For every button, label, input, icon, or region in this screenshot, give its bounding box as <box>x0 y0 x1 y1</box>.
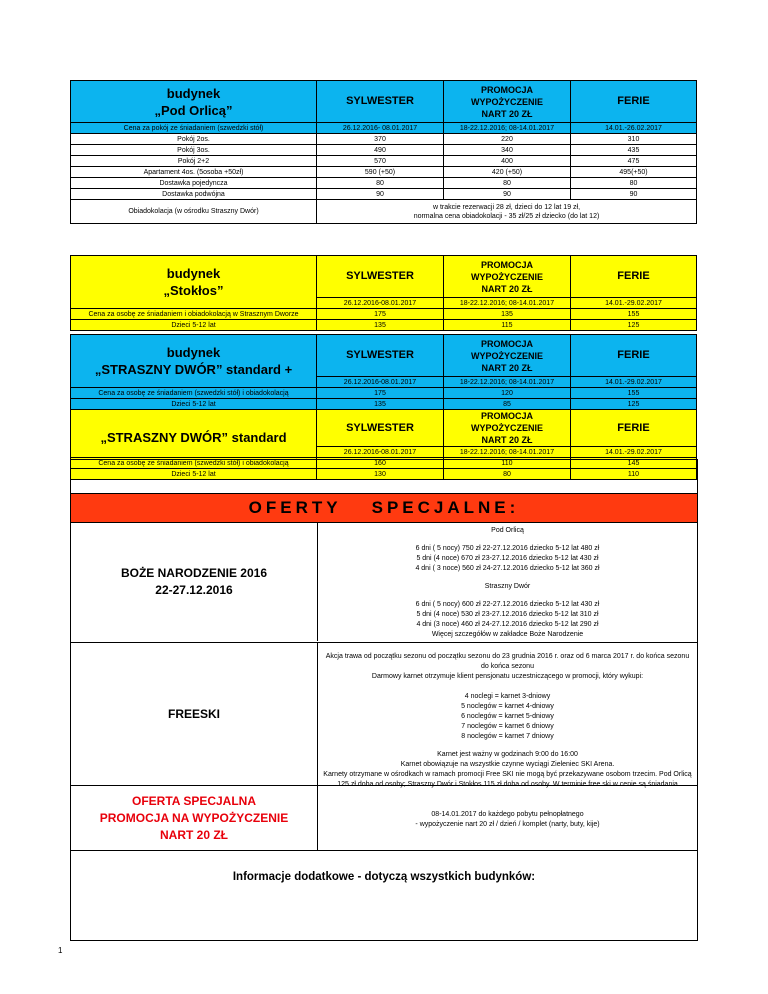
price-ferie: 125 <box>571 399 697 410</box>
offer-line: 7 noclegów = karnet 6 dniowy <box>461 723 554 730</box>
price-sylwester: 90 <box>317 189 444 200</box>
additional-info-heading: Informacje dodatkowe - dotyczą wszystkich budynków: <box>232 871 536 883</box>
building-name: budynek „Pod Orlicą” <box>71 81 317 123</box>
price-promocja: 340 <box>444 145 571 156</box>
offer-line: Karnet jest ważny w godzinach 9:00 do 16:00 <box>437 751 578 758</box>
date-ferie: 14.01.-26.02.2017 <box>571 123 697 134</box>
price-ferie: 435 <box>571 145 697 156</box>
offer-line: 08-14.01.2017 do każdego pobytu pełnopłatnego <box>431 811 584 818</box>
header-promocja: PROMOCJA WYPOŻYCZENIE NART 20 ZŁ <box>444 410 571 447</box>
pod-orlica-price-table <box>70 80 697 224</box>
header-ferie: FERIE <box>571 256 697 298</box>
row-label: Pokój 3os. <box>71 145 317 156</box>
price-ferie: 155 <box>571 309 697 320</box>
row-label: Cena za osobę ze śniadaniem (szwedzki stół) i obiadokolacją <box>71 388 317 399</box>
price-ferie: 495(+50) <box>571 167 697 178</box>
table-row <box>71 156 697 167</box>
price-promocja: 135 <box>444 309 571 320</box>
table-row <box>71 399 697 410</box>
header-promocja: PROMOCJA WYPOŻYCZENIE NART 20 ZŁ <box>444 256 571 298</box>
christmas-offer-details <box>318 522 697 641</box>
price-ferie: 475 <box>571 156 697 167</box>
price-promocja: 120 <box>444 388 571 399</box>
building-name: budynek „Stokłos” <box>71 256 317 309</box>
additional-info-row <box>71 850 697 941</box>
freeski-offer-row <box>71 642 697 788</box>
obiadokolacja-info: w trakcie rezerwacji 28 zł, dzieci do 12 lat 19 zł, normalna cena obiadokolacji - 35 zł/25 zł dziecko (do lat 12) <box>317 200 697 224</box>
row-label: Obiadokolacja (w ośrodku Straszny Dwór) <box>71 200 317 224</box>
row-label: Dostawka podwójna <box>71 189 317 200</box>
stoklos-price-table <box>70 255 697 331</box>
offer-line: 125 zł doba od osoby; Straszny Dwór i Stokłos 115 zł doba od osoby. W terminie free ski w cenie są śniadania <box>337 781 678 788</box>
row-label: Pokój 2os. <box>71 134 317 145</box>
offer-line: Pod Orlicą <box>491 527 524 534</box>
price-ferie: 90 <box>571 189 697 200</box>
header-promocja: PROMOCJA WYPOŻYCZENIE NART 20 ZŁ <box>444 81 571 123</box>
table-row <box>71 320 697 331</box>
table-row <box>71 388 697 399</box>
offer-line: Akcja trawa od początku sezonu od początku sezonu do 23 grudnia 2016 r. oraz od 6 marca 2017 r. do końca sezonu <box>325 653 690 660</box>
price-ferie: 145 <box>571 458 697 469</box>
offer-line: 6 dni ( 5 nocy) 600 zł 22-27.12.2016 dziecko 5-12 lat 430 zł <box>415 601 600 608</box>
christmas-offer-title: BOŻE NARODZENIE 2016 22-27.12.2016 <box>71 522 318 641</box>
date-sylwester: 26.12.2016-08.01.2017 <box>317 447 444 458</box>
freeski-offer-details <box>318 643 697 788</box>
price-promocja: 110 <box>444 458 571 469</box>
header-ferie: FERIE <box>571 410 697 447</box>
table-row <box>71 134 697 145</box>
row-label: Dostawka pojedyncza <box>71 178 317 189</box>
row-label: Cena za osobę ze śniadaniem i obiadokolacją w Strasznym Dworze <box>71 309 317 320</box>
date-sylwester: 26.12.2016-08.01.2017 <box>317 377 444 388</box>
offer-line: - wypożyczenie nart 20 zł / dzień / komplet (narty, buty, kije) <box>415 821 600 828</box>
price-promocja: 90 <box>444 189 571 200</box>
offer-line: 8 noclegów = karnet 7 dniowy <box>461 733 554 740</box>
table-row <box>71 200 697 224</box>
price-promocja: 80 <box>444 469 571 480</box>
price-sylwester: 135 <box>317 320 444 331</box>
price-sylwester: 175 <box>317 388 444 399</box>
date-ferie: 14.01.-29.02.2017 <box>571 377 697 388</box>
offer-line: 5 noclegów = karnet 4-dniowy <box>461 703 554 710</box>
ski-rental-offer-details <box>318 786 697 850</box>
date-promocja: 18-22.12.2016; 08-14.01.2017 <box>444 123 571 134</box>
price-sylwester: 130 <box>317 469 444 480</box>
offer-line: 4 dni ( 3 noce) 560 zł 24-27.12.2016 dziecko 5-12 lat 360 zł <box>415 565 600 572</box>
price-ferie: 125 <box>571 320 697 331</box>
price-sylwester: 370 <box>317 134 444 145</box>
offer-line: Karnety otrzymane w ośrodkach w ramach promocji Free SKI nie mogą być przekazywane osobom trzecim. Pod Orlicą <box>323 771 692 778</box>
offer-line: 4 dni (3 noce) 460 zł 24-27.12.2016 dziecko 5-12 lat 290 zł <box>416 621 599 628</box>
price-promocja: 420 (+50) <box>444 167 571 178</box>
row-label: Dzieci 5-12 lat <box>71 399 317 410</box>
table-row <box>71 167 697 178</box>
freeski-offer-title: FREESKI <box>71 643 318 785</box>
offer-line: do końca sezonu <box>481 663 534 670</box>
price-sylwester: 490 <box>317 145 444 156</box>
price-ferie: 80 <box>571 178 697 189</box>
date-promocja: 18-22.12.2016; 08-14.01.2017 <box>444 447 571 458</box>
price-sylwester: 570 <box>317 156 444 167</box>
price-ferie: 110 <box>571 469 697 480</box>
offer-line: 5 dni (4 noce) 670 zł 23-27.12.2016 dziecko 5-12 lat 430 zł <box>416 555 599 562</box>
page-number: 1 <box>58 946 63 955</box>
price-promocja: 220 <box>444 134 571 145</box>
price-promocja: 85 <box>444 399 571 410</box>
special-offers-section <box>70 459 698 941</box>
header-ferie: FERIE <box>571 81 697 123</box>
price-sylwester: 160 <box>317 458 444 469</box>
straszny-dwor-standard-plus-table <box>70 334 697 410</box>
date-sylwester: 26.12.2016- 08.01.2017 <box>317 123 444 134</box>
offer-line: 5 dni (4 noce) 530 zł 23-27.12.2016 dziecko 5-12 lat 310 zł <box>416 611 599 618</box>
offer-line: Karnet obowiązuje na wszystkie czynne wyciągi Zieleniec SKI Arena. <box>400 761 615 768</box>
row-label: Dzieci 5-12 lat <box>71 320 317 331</box>
table-row <box>71 178 697 189</box>
row-label: Apartament 4os. (5osoba +50zł) <box>71 167 317 178</box>
price-promocja: 115 <box>444 320 571 331</box>
building-name: budynek „STRASZNY DWÓR” standard + <box>71 335 317 388</box>
price-sylwester: 590 (+50) <box>317 167 444 178</box>
price-sylwester: 135 <box>317 399 444 410</box>
header-promocja: PROMOCJA WYPOŻYCZENIE NART 20 ZŁ <box>444 335 571 377</box>
banner-left-text: OFERTY <box>248 498 342 517</box>
row-label: Dzieci 5-12 lat <box>71 469 317 480</box>
price-ferie: 155 <box>571 388 697 399</box>
date-sylwester: 26.12.2016-08.01.2017 <box>317 298 444 309</box>
offer-line: Straszny Dwór <box>484 583 531 590</box>
date-ferie: 14.01.-29.02.2017 <box>571 447 697 458</box>
header-sylwester: SYLWESTER <box>317 335 444 377</box>
header-ferie: FERIE <box>571 335 697 377</box>
price-sylwester: 175 <box>317 309 444 320</box>
christmas-offer-row <box>71 522 697 641</box>
date-promocja: 18-22.12.2016; 08-14.01.2017 <box>444 377 571 388</box>
price-sylwester: 80 <box>317 178 444 189</box>
header-sylwester: SYLWESTER <box>317 81 444 123</box>
offer-line: Więcej szczegółów w zakładce Boże Narodzenie <box>431 631 584 638</box>
banner-right-text: SPECJALNE: <box>371 498 520 517</box>
row-label: Pokój 2+2 <box>71 156 317 167</box>
offer-line: 6 dni ( 5 nocy) 750 zł 22-27.12.2016 dziecko 5-12 lat 480 zł <box>415 545 600 552</box>
table-row <box>71 309 697 320</box>
date-promocja: 18-22.12.2016; 08-14.01.2017 <box>444 298 571 309</box>
header-sylwester: SYLWESTER <box>317 256 444 298</box>
building-name: „STRASZNY DWÓR” standard <box>71 410 317 458</box>
header-sylwester: SYLWESTER <box>317 410 444 447</box>
table-row <box>71 145 697 156</box>
price-promocja: 80 <box>444 178 571 189</box>
price-ferie: 310 <box>571 134 697 145</box>
offer-line: 6 noclegów = karnet 5-dniowy <box>461 713 554 720</box>
ski-rental-offer-row <box>71 785 697 850</box>
special-offers-banner <box>71 493 697 523</box>
price-promocja: 400 <box>444 156 571 167</box>
offer-line: Darmowy karnet otrzymuje klient pensjonatu uczestniczącego w promocji, który wykupi: <box>371 673 644 680</box>
table-row <box>71 189 697 200</box>
offer-line: 4 noclegi = karnet 3-dniowy <box>464 693 551 700</box>
date-ferie: 14.01.-29.02.2017 <box>571 298 697 309</box>
row-label: Cena za pokój ze śniadaniem (szwedzki stół) <box>71 123 317 134</box>
ski-rental-offer-title: OFERTA SPECJALNA PROMOCJA NA WYPOŻYCZENIE NART 20 ZŁ <box>71 786 318 850</box>
row-label: Cena za osobę ze śniadaniem (szwedzki stół) i obiadokolacją <box>71 458 317 469</box>
